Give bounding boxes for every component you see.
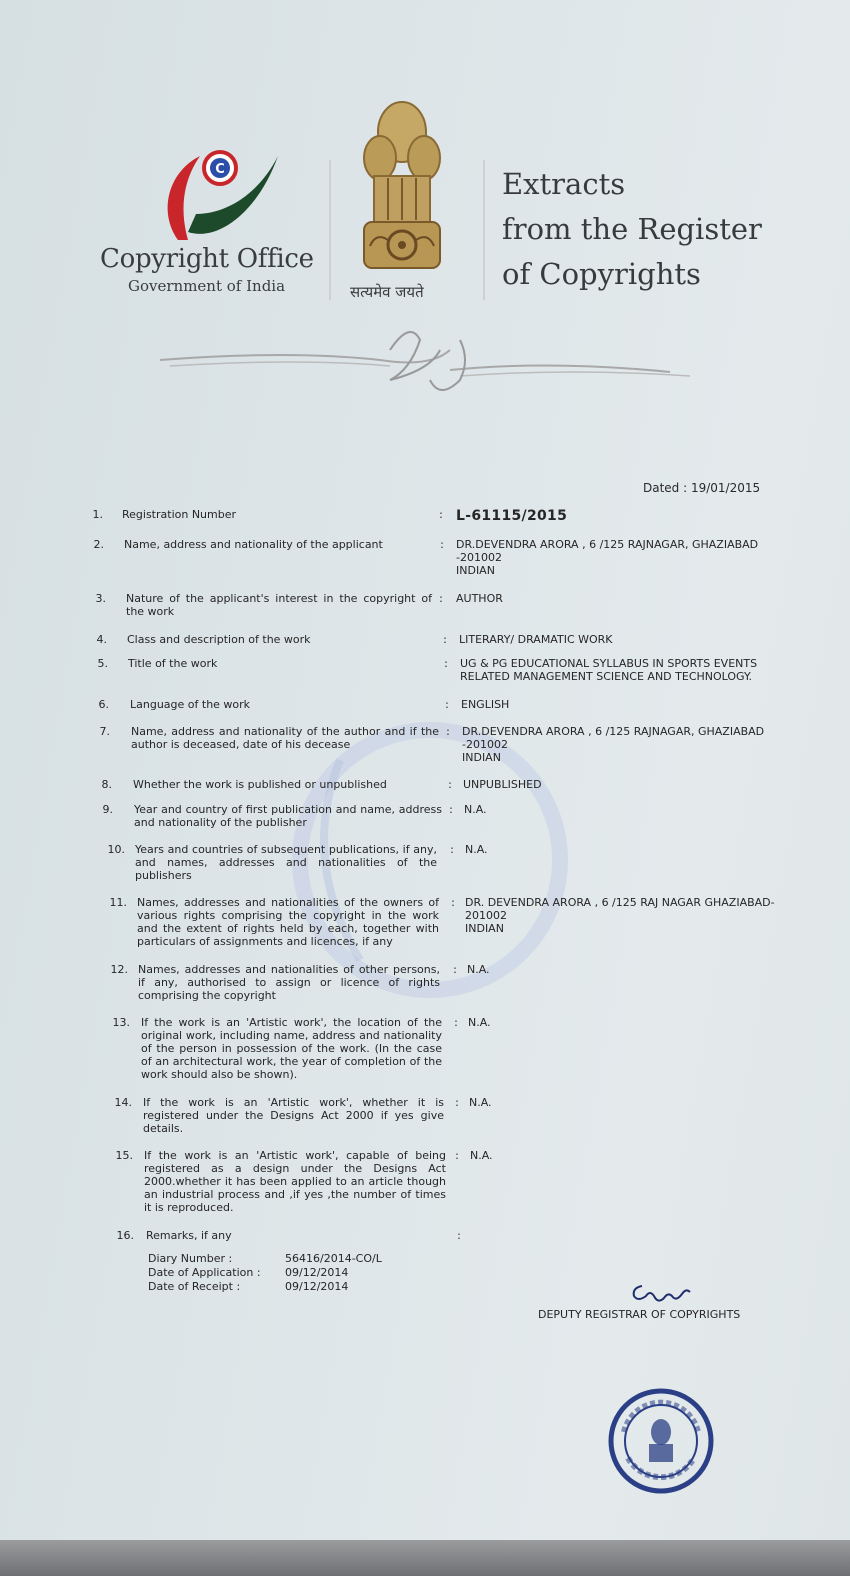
official-seal-icon xyxy=(606,1386,716,1496)
entry-value xyxy=(460,657,795,683)
entry-colon: : xyxy=(455,1096,459,1109)
registration-number: L-61115/2015 xyxy=(456,508,568,524)
value-line: AUTHOR xyxy=(456,592,503,605)
heading-line: from the Register xyxy=(502,212,762,246)
entry-label: Class and description of the work xyxy=(127,633,311,646)
entry-number: 6. xyxy=(98,698,109,711)
entry-colon: : xyxy=(453,963,457,976)
entry-value xyxy=(468,1016,803,1029)
heading-line: Extracts xyxy=(502,167,626,201)
value-line: N.A. xyxy=(470,1149,493,1162)
entry-number: 8. xyxy=(101,778,112,791)
entry-label: If the work is an 'Artistic work', the location of the original work, including name, address and nationality of the person in possession of the work. (In the case of an architectural work, the year of completion of the work should also be shown). xyxy=(141,1016,442,1081)
entry-value xyxy=(456,510,791,523)
entry-number: 7. xyxy=(99,725,110,738)
entry-label: Title of the work xyxy=(128,657,218,670)
receipt-value: 09/12/2014 xyxy=(285,1280,349,1293)
entry-label: Name, address and nationality of the applicant xyxy=(124,538,383,551)
receipt-label: Date of Receipt : xyxy=(148,1280,241,1293)
entry-label: If the work is an 'Artistic work', whether it is registered under the Designs Act 2000 if yes give details. xyxy=(143,1096,444,1135)
entry-colon: : xyxy=(449,803,453,816)
entry-colon: : xyxy=(443,633,447,646)
value-line: DR. DEVENDRA ARORA , 6 /125 RAJ NAGAR GHAZIABAD- xyxy=(465,896,775,909)
entry-number: 2. xyxy=(93,538,104,551)
entry-label: Nature of the applicant's interest in the copyright of the work xyxy=(126,592,432,618)
entry-value xyxy=(456,538,791,577)
value-line: -201002 xyxy=(456,551,502,564)
entry-colon: : xyxy=(454,1016,458,1029)
remarks-line xyxy=(148,1280,382,1294)
entry-label: Remarks, if any xyxy=(146,1229,232,1242)
entry-colon: : xyxy=(457,1229,461,1242)
entry-number: 1. xyxy=(92,508,103,521)
entry-value xyxy=(461,698,796,711)
logo-letter: C xyxy=(215,162,225,177)
value-line: N.A. xyxy=(465,843,488,856)
application-label: Date of Application : xyxy=(148,1266,261,1279)
value-line: LITERARY/ DRAMATIC WORK xyxy=(459,633,613,646)
entry-number: 4. xyxy=(96,633,107,646)
value-line: DR.DEVENDRA ARORA , 6 /125 RAJNAGAR, GHAZIABAD xyxy=(462,725,765,738)
entry-label: Language of the work xyxy=(130,698,251,711)
entry-label: Name, address and nationality of the author and if the author is deceased, date of his decease xyxy=(131,725,439,751)
entry-value xyxy=(463,778,798,791)
signatory-title: DEPUTY REGISTRAR OF COPYRIGHTS xyxy=(538,1308,741,1321)
heading-line: of Copyrights xyxy=(502,257,701,291)
entry-colon: : xyxy=(445,698,449,711)
value-line: INDIAN xyxy=(456,564,495,577)
entry-colon: : xyxy=(450,843,454,856)
document-heading xyxy=(502,162,762,297)
national-emblem-icon xyxy=(352,96,452,276)
remarks-line xyxy=(148,1252,382,1266)
entry-value xyxy=(465,843,800,856)
entry-label: Names, addresses and nationalities of other persons, if any, authorised to assign or licence of rights comprising the copyright xyxy=(138,963,440,1002)
entry-value xyxy=(459,633,794,646)
office-title: Copyright Office xyxy=(100,244,314,274)
value-line: DR.DEVENDRA ARORA , 6 /125 RAJNAGAR, GHAZIABAD xyxy=(456,538,759,551)
remarks-block xyxy=(148,1252,382,1294)
value-line: N.A. xyxy=(469,1096,492,1109)
entry-number: 13. xyxy=(112,1016,130,1029)
entry-value xyxy=(470,1149,805,1162)
entry-number: 10. xyxy=(107,843,125,856)
date-label: Dated : 19/01/2015 xyxy=(643,481,761,495)
value-line: 201002 xyxy=(465,909,507,922)
value-line: ENGLISH xyxy=(461,698,510,711)
entry-label: Years and countries of subsequent publications, if any, and names, addresses and nationalities of the publishers xyxy=(135,843,437,882)
entry-colon: : xyxy=(444,657,448,670)
value-line: INDIAN xyxy=(462,751,501,764)
entry-number: 3. xyxy=(95,592,106,605)
entry-colon: : xyxy=(446,725,450,738)
diary-label: Diary Number : xyxy=(148,1252,233,1265)
entry-label: Names, addresses and nationalities of the owners of various rights comprising the copyright in the work and the extent of rights held by each, together with particulars of assignments and licences, if any xyxy=(137,896,439,948)
value-line: UNPUBLISHED xyxy=(463,778,542,791)
entry-colon: : xyxy=(439,508,443,521)
value-line: N.A. xyxy=(467,963,490,976)
office-subtitle: Government of India xyxy=(128,277,286,295)
remarks-line xyxy=(148,1266,382,1280)
entry-colon: : xyxy=(455,1149,459,1162)
value-line: -201002 xyxy=(462,738,508,751)
entry-number: 9. xyxy=(102,803,113,816)
entry-value xyxy=(465,896,800,935)
entry-number: 5. xyxy=(97,657,108,670)
value-line: INDIAN xyxy=(465,922,504,935)
entry-number: 12. xyxy=(110,963,128,976)
value-line: UG & PG EDUCATIONAL SYLLABUS IN SPORTS EVENTS xyxy=(460,657,758,670)
entry-value xyxy=(467,963,802,976)
entry-label: Whether the work is published or unpublished xyxy=(133,778,387,791)
diary-value: 56416/2014-CO/L xyxy=(285,1252,382,1265)
page-bottom-shadow xyxy=(0,1540,850,1576)
entry-label: If the work is an 'Artistic work', capable of being registered as a design under the Designs Act 2000.whether it has been applied to an article though an industrial process and ,if yes ,the number of times it is reproduced. xyxy=(144,1149,446,1214)
application-value: 09/12/2014 xyxy=(285,1266,349,1279)
value-line: RELATED MANAGEMENT SCIENCE AND TECHNOLOGY. xyxy=(460,670,753,683)
entry-number: 16. xyxy=(116,1229,134,1242)
entry-colon: : xyxy=(439,592,443,605)
value-line: N.A. xyxy=(468,1016,491,1029)
entry-number: 11. xyxy=(109,896,127,909)
flourish-ornament xyxy=(150,320,710,410)
entry-number: 15. xyxy=(115,1149,133,1162)
entry-colon: : xyxy=(451,896,455,909)
value-line: N.A. xyxy=(464,803,487,816)
entry-number: 14. xyxy=(114,1096,132,1109)
emblem-motto: सत्यमेव जयते xyxy=(350,283,424,301)
entry-value xyxy=(464,803,799,816)
entry-value xyxy=(456,592,791,605)
signature-mark xyxy=(628,1276,698,1306)
entry-value xyxy=(469,1096,804,1109)
entry-label: Year and country of first publication and name, address and nationality of the publisher xyxy=(134,803,442,829)
entry-colon: : xyxy=(440,538,444,551)
entry-value xyxy=(462,725,797,764)
entry-label: Registration Number xyxy=(122,508,237,521)
entry-colon: : xyxy=(448,778,452,791)
